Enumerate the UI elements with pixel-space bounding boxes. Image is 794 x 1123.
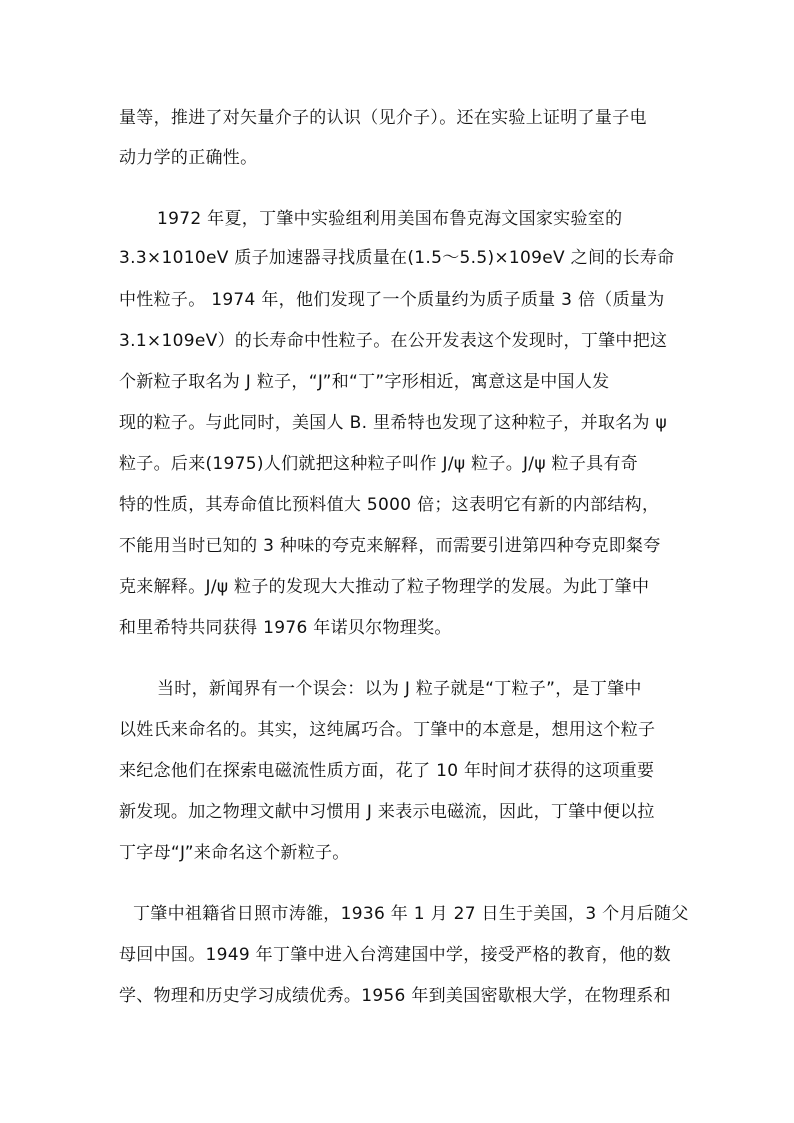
text-line: 3.3×1010eV 质子加速器寻找质量在(1.5～5.5)×109eV 之间的长寿命: [119, 248, 675, 268]
text-line: 粒子。后来(1975)人们就把这种粒子叫作 J/ψ 粒子。J/ψ 粒子具有奇: [119, 454, 639, 474]
text-line: 学、物理和历史学习成绩优秀。1956 年到美国密歇根大学，在物理系和: [119, 986, 671, 1006]
text-line: 来纪念他们在探索电磁流性质方面，花了 10 年时间才获得的这项重要: [119, 761, 655, 781]
text-line: 当时，新闻界有一个误会：以为 J 粒子就是“丁粒子”，是丁肇中: [157, 679, 642, 699]
text-line: 个新粒子取名为 J 粒子，“J”和“丁”字形相近，寓意这是中国人发: [119, 372, 610, 392]
text-line: 不能用当时已知的 3 种味的夸克来解释，而需要引进第四种夸克即粲夸: [119, 536, 661, 556]
text-line: 以姓氏来命名的。其实，这纯属巧合。丁肇中的本意是，想用这个粒子: [119, 720, 656, 740]
text-line: 和里希特共同获得 1976 年诺贝尔物理奖。: [119, 618, 452, 638]
text-line: 1972 年夏，丁肇中实验组利用美国布鲁克海文国家实验室的: [157, 209, 623, 229]
text-line: 动力学的正确性。: [119, 148, 258, 168]
text-line: 3.1×109eV）的长寿命中性粒子。在公开发表这个发现时，丁肇中把这: [119, 331, 668, 351]
text-line: 母回中国。1949 年丁肇中进入台湾建国中学，接受严格的教育，他的数: [119, 945, 671, 965]
text-line: 新发现。加之物理文献中习惯用 J 来表示电磁流，因此，丁肇中便以拉: [119, 802, 655, 822]
text-line: 丁肇中祖籍省日照市涛雒，1936 年 1 月 27 日生于美国，3 个月后随父: [133, 904, 689, 924]
text-line: 丁字母“J”来命名这个新粒子。: [119, 843, 350, 863]
text-line: 克来解释。J/ψ 粒子的发现大大推动了粒子物理学的发展。为此丁肇中: [119, 577, 650, 597]
text-line: 量等，推进了对矢量介子的认识（见介子）。还在实验上证明了量子电: [119, 108, 647, 128]
text-line: 特的性质，其寿命值比预料值大 5000 倍；这表明它有新的内部结构，: [119, 495, 660, 515]
text-line: 中性粒子。 1974 年，他们发现了一个质量约为质子质量 3 倍（质量为: [119, 290, 665, 310]
text-line: 现的粒子。与此同时，美国人 B. 里希特也发现了这种粒子，并取名为 ψ: [119, 413, 667, 433]
